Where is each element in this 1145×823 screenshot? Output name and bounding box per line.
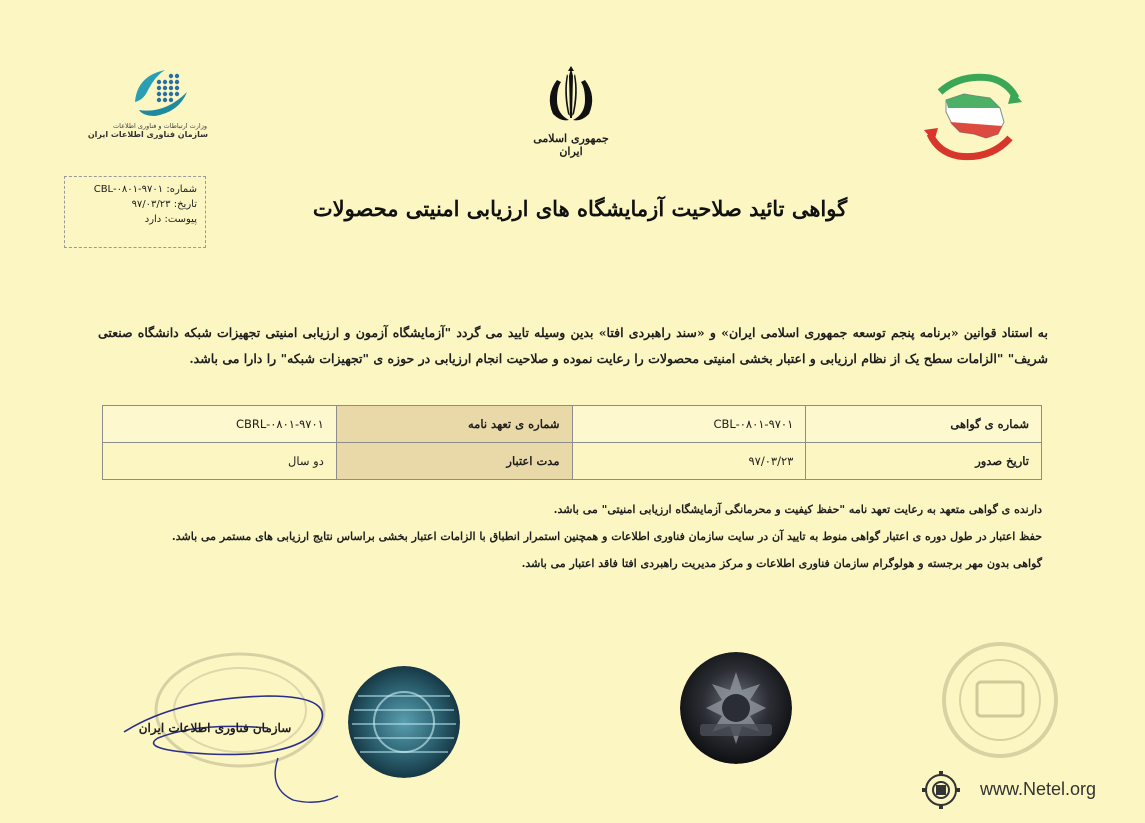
commitment-number-value: CBRL-۰۸۰۱-۹۷۰۱ (103, 406, 337, 443)
note-item: حفظ اعتبار در طول دوره ی اعتبار گواهی منوط به تایید آن در سایت سازمان فناوری اطلاعات و همچنین استمرار انطباق با الزامات اعتبار بخشی براساس نتایج ارزیابی های مستمر می باشد. (171, 530, 1042, 543)
note-item: دارنده ی گواهی متعهد به رعایت تعهد نامه "حفظ کیفیت و محرمانگی آزمایشگاه ارزیابی امنیتی" می باشد. (553, 503, 1042, 516)
signature-icon (118, 688, 358, 808)
signature-organization: سازمان فناوری اطلاعات ایران (138, 721, 292, 735)
reference-attachment (73, 212, 197, 227)
watermark-text: www.Netel.org (980, 779, 1097, 799)
certificate-number-value: CBL-۰۸۰۱-۹۷۰۱ (572, 406, 806, 443)
reference-attachment-value: دارد (144, 214, 162, 225)
emblem-caption: جمهوری اسلامی ایران (533, 132, 609, 158)
organization-name: سازمان فناوری اطلاعات ایران (87, 130, 208, 139)
certificate-notes (171, 496, 1042, 577)
certificate-number-label: شماره ی گواهی (806, 406, 1042, 443)
afta-hologram-icon (680, 652, 792, 764)
afta-stamp-icon (935, 640, 1065, 760)
ito-logo (87, 62, 208, 139)
certificate-title: گواهی تائید صلاحیت آزمایشگاه های ارزیابی امنیتی محصولات (312, 196, 848, 221)
commitment-number-label: شماره ی تعهد نامه (336, 406, 572, 443)
note-item: گواهی بدون مهر برجسته و هولوگرام سازمان فناوری اطلاعات و مرکز مدیریت راهبردی افتا فاقد اعتبار می باشد. (521, 557, 1042, 570)
hologram-seal (348, 666, 460, 778)
afta-hologram (680, 652, 792, 764)
reference-number-value: CBL-۰۸۰۱-۹۷۰۱ (93, 184, 164, 195)
certificate-table (102, 405, 1042, 480)
iran-emblem (521, 66, 621, 158)
reference-number-label: شماره: (166, 184, 197, 195)
issue-date-label: تاریخ صدور (806, 443, 1042, 480)
hologram-seal-icon (348, 666, 460, 778)
gear-logo-icon (921, 770, 961, 810)
ito-logo-icon (125, 62, 195, 120)
iran-map-logo-icon (920, 72, 1030, 162)
reference-date (73, 197, 197, 212)
map-logo (920, 72, 1030, 162)
table-row (103, 443, 1042, 480)
table-row (103, 406, 1042, 443)
reference-box (64, 176, 206, 248)
reference-attachment-label: پیوست: (164, 214, 197, 225)
issue-date-value: ۹۷/۰۳/۲۳ (572, 443, 806, 480)
reference-date-value: ۹۷/۰۳/۲۳ (131, 199, 171, 210)
reference-date-label: تاریخ: (173, 199, 197, 210)
validity-period-value: دو سال (103, 443, 337, 480)
ministry-name: وزارت ارتباطات و فناوری اطلاعات (113, 122, 207, 130)
certificate-body: به استناد قوانین «برنامه پنجم توسعه جمهوری اسلامی ایران» و «سند راهبردی افتا» بدین وسیله تایید می گردد "آزمایشگاه آزمون و ارزیابی امنیتی تجهیزات شبکه دانشگاه صنعتی شریف" "الزامات سطح یک از نظام ارزیابی و اعتبار بخشی امنیتی محصولات را رعایت نموده و صلاحیت انجام ارزیابی در حوزه ی "تجهیزات شبکه" را دارا می باشد. (98, 325, 1048, 366)
validity-period-label: مدت اعتبار (336, 443, 572, 480)
reference-number (73, 182, 197, 197)
iran-emblem-icon (535, 66, 607, 126)
